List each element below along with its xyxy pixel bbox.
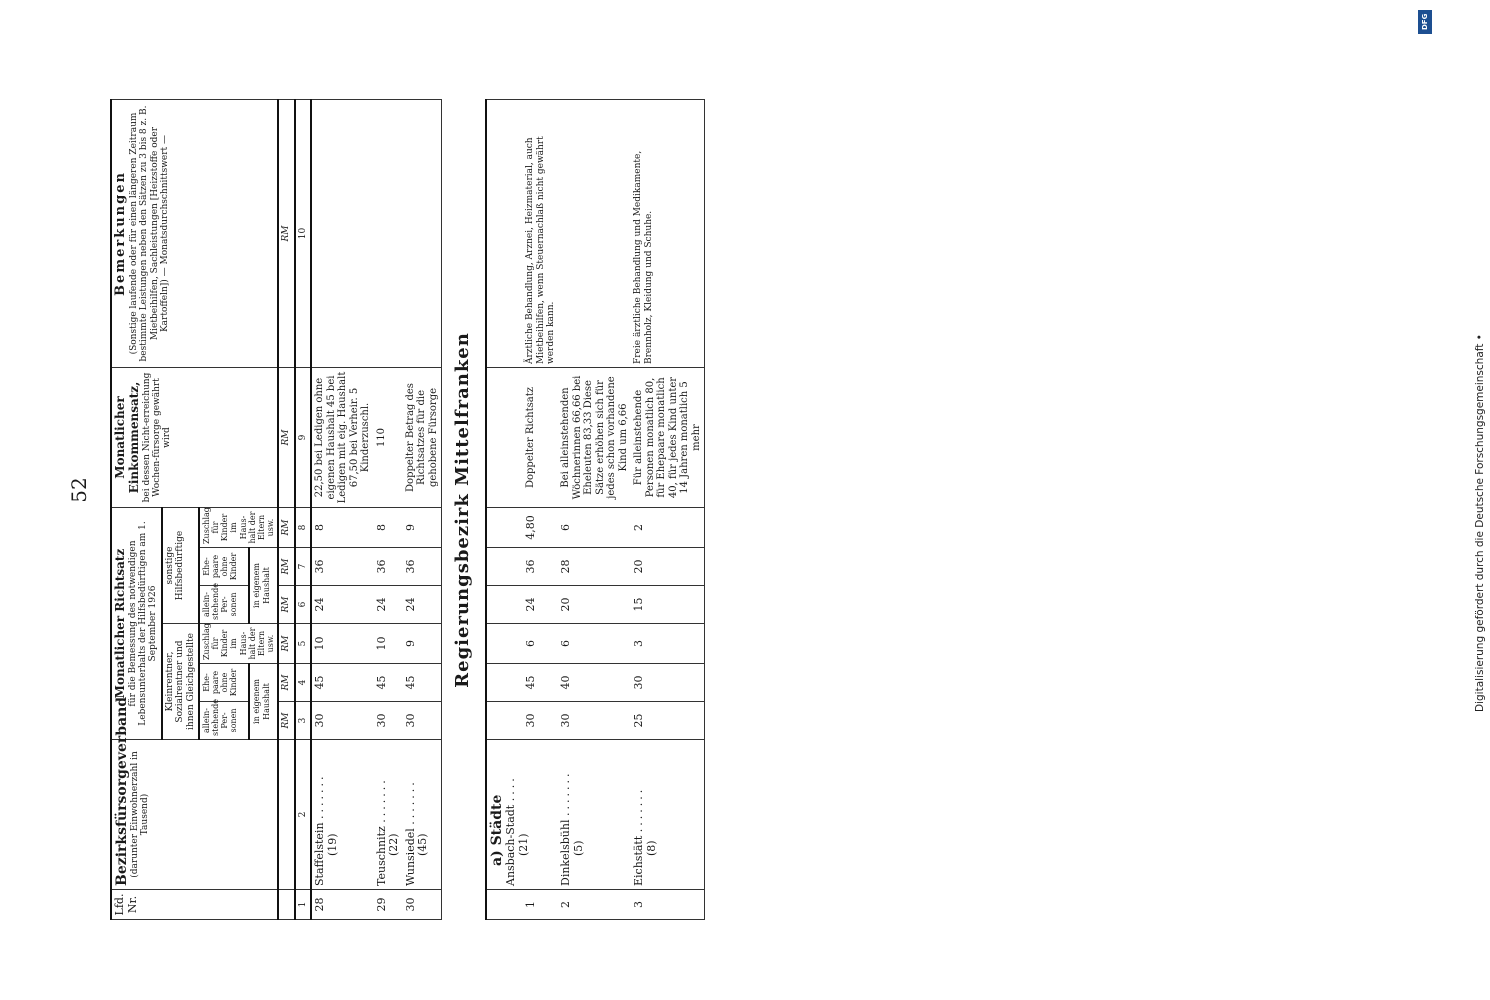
- col-number: 10: [295, 100, 311, 368]
- col-number: 2: [295, 740, 311, 890]
- row-value: 2: [631, 508, 705, 548]
- header-group-a: Kleinrentner, Sozialrentner und ihnen Gleichgestellte: [162, 624, 199, 740]
- row-value: 30: [631, 664, 705, 702]
- row-value: 28: [558, 548, 631, 586]
- row-income: Doppelter Richtsatz: [486, 368, 558, 508]
- unit-label: RM: [278, 702, 294, 740]
- row-value: 36: [311, 548, 374, 586]
- unit-label: RM: [278, 548, 294, 586]
- row-income: 22,50 bei Ledigen ohne eigenen Haushalt 45 bei Ledigen mit eig. Haushalt 67,50 bei Verheir. 5 Kinderzuschl.: [311, 368, 374, 508]
- table-row: [403, 100, 442, 920]
- col-number: 1: [295, 890, 311, 920]
- row-value: 25: [631, 702, 705, 740]
- col-number: 3: [295, 702, 311, 740]
- col-number: 5: [295, 624, 311, 664]
- row-value: 8: [311, 508, 374, 548]
- row-value: 45: [486, 664, 558, 702]
- row-value: 36: [486, 548, 558, 586]
- row-district: Teuschnitz ....... (22): [374, 740, 403, 890]
- row-value: 30: [403, 702, 442, 740]
- row-value: 10: [374, 624, 403, 664]
- table-row: [558, 100, 631, 920]
- header-income: Monatlicher Einkommensatz, bei dessen Nicht-erreichung Wochen-fürsorge gewährt wird: [111, 368, 278, 508]
- section-subtitle: a) Städte: [489, 794, 506, 866]
- header-couple-b: Ehe-paare ohne Kinder: [199, 548, 250, 586]
- row-value: 36: [403, 548, 442, 586]
- dfg-logo: DFG: [1418, 10, 1432, 34]
- row-value: 6: [486, 624, 558, 664]
- row-value: 15: [631, 586, 705, 624]
- row-value: 6: [558, 624, 631, 664]
- row-income: Für alleinstehende Personen monatlich 80, für Ehepaare monatlich 40, für jedes Kind unter 14 Jahren monatlich 5 mehr: [631, 368, 705, 508]
- row-value: 10: [311, 624, 374, 664]
- col-number: 7: [295, 548, 311, 586]
- row-remarks: [403, 100, 442, 368]
- table-row: [486, 100, 558, 920]
- row-district: Dinkelsbühl ....... (5): [558, 740, 631, 890]
- row-remarks: Freie ärztliche Behandlung und Medikamente, Brennholz, Kleidung und Schuhe.: [631, 100, 705, 368]
- row-value: 30: [558, 702, 631, 740]
- row-value: 30: [374, 702, 403, 740]
- header-group-b: sonstige Hilfsbedürftige: [162, 508, 199, 624]
- row-value: 45: [374, 664, 403, 702]
- row-nr: 2: [558, 890, 631, 920]
- row-nr: 29: [374, 890, 403, 920]
- row-value: 3: [631, 624, 705, 664]
- unit-label: RM: [278, 664, 294, 702]
- row-value: 20: [631, 548, 705, 586]
- lower-table: [485, 99, 705, 920]
- table-row: [374, 100, 403, 920]
- unit-label: RM: [278, 508, 294, 548]
- row-value: 40: [558, 664, 631, 702]
- row-district: a) Städte Ansbach-Stadt .... (21): [486, 740, 558, 890]
- row-remarks: Ärztliche Behandlung, Arznei, Heizmaterial, auch Mietbeihilfen, wenn Steuernachlaß nicht gewährt werden kann.: [486, 100, 558, 368]
- row-remarks: [311, 100, 374, 368]
- row-nr: 3: [631, 890, 705, 920]
- header-single-b: allein-stehende Per-sonen: [199, 586, 250, 624]
- header-single-a: allein-stehende Per-sonen: [199, 702, 250, 740]
- row-value: 45: [403, 664, 442, 702]
- row-nr: 30: [403, 890, 442, 920]
- row-income: Bei alleinstehenden Wöchnerinnen 66,66 bei Eheleuten 83,33 Diese Sätze erhöhen sich für jedes schon vorhandene Kind um 6,66: [558, 368, 631, 508]
- row-district: Staffelstein ....... (19): [311, 740, 374, 890]
- table-row: [631, 100, 705, 920]
- unit-label: RM: [278, 624, 294, 664]
- header-couple-a: Ehe-paare ohne Kinder: [199, 664, 250, 702]
- row-remarks: [558, 100, 631, 368]
- row-value: 45: [311, 664, 374, 702]
- digitization-credit: Digitalisierung gefördert durch die Deutsche Forschungsgemeinschaft •: [1474, 334, 1486, 712]
- row-value: 30: [486, 702, 558, 740]
- row-district: Eichstätt ....... (8): [631, 740, 705, 890]
- unit-label: RM: [278, 100, 294, 368]
- row-value: 24: [374, 586, 403, 624]
- header-child-b: Zuschlag für Kinder im Haus-halt der Eltern usw.: [199, 508, 279, 548]
- page-number: 52: [67, 477, 91, 503]
- row-nr: 1: [486, 890, 558, 920]
- header-own-household-a: in eigenem Haushalt: [249, 664, 278, 740]
- header-own-household-b: in eigenem Haushalt: [249, 548, 278, 624]
- header-lfd-nr: Lfd. Nr.: [111, 890, 278, 920]
- row-value: 8: [374, 508, 403, 548]
- header-child-a: Zuschlag für Kinder im Haus-halt der Eltern usw.: [199, 624, 279, 664]
- col-number: 4: [295, 664, 311, 702]
- row-value: 36: [374, 548, 403, 586]
- row-value: 9: [403, 508, 442, 548]
- row-value: 9: [403, 624, 442, 664]
- col-number: 6: [295, 586, 311, 624]
- row-value: 30: [311, 702, 374, 740]
- unit-label: RM: [278, 586, 294, 624]
- row-value: 20: [558, 586, 631, 624]
- header-district: Bezirksfürsorgeverband (darunter Einwohnerzahl in Tausend): [111, 740, 278, 890]
- section-title: Regierungsbezirk Mittelfranken: [452, 332, 474, 688]
- row-income: Doppelter Betrag des Richtsatzes für die gehobene Fürsorge: [403, 368, 442, 508]
- row-remarks: [374, 100, 403, 368]
- row-income: 110: [374, 368, 403, 508]
- col-number: 9: [295, 368, 311, 508]
- row-value: 24: [311, 586, 374, 624]
- row-value: 24: [486, 586, 558, 624]
- col-number: 8: [295, 508, 311, 548]
- header-rate-title: Monatlicher Richtsatz für die Bemessung des notwendigen Lebensunterhalts der Hilfsbedürftigen am 1. September 1926: [111, 508, 162, 740]
- table-row: [311, 100, 374, 920]
- row-value: 4,80: [486, 508, 558, 548]
- row-nr: 28: [311, 890, 374, 920]
- rotated-table-area: [110, 100, 1270, 920]
- unit-label: RM: [278, 368, 294, 508]
- upper-table: [110, 99, 442, 920]
- row-value: 6: [558, 508, 631, 548]
- row-value: 24: [403, 586, 442, 624]
- header-remarks: Bemerkungen (Sonstige laufende oder für einen längeren Zeitraum bestimmte Leistungen neben den Sätzen zu 3 bis 8 z. B. Mietbeihilfen, Sachleistungen [Heizstoffe oder Kartoffeln]) — Monatsdurchschnittswert —: [111, 100, 278, 368]
- row-district: Wunsiedel ....... (45): [403, 740, 442, 890]
